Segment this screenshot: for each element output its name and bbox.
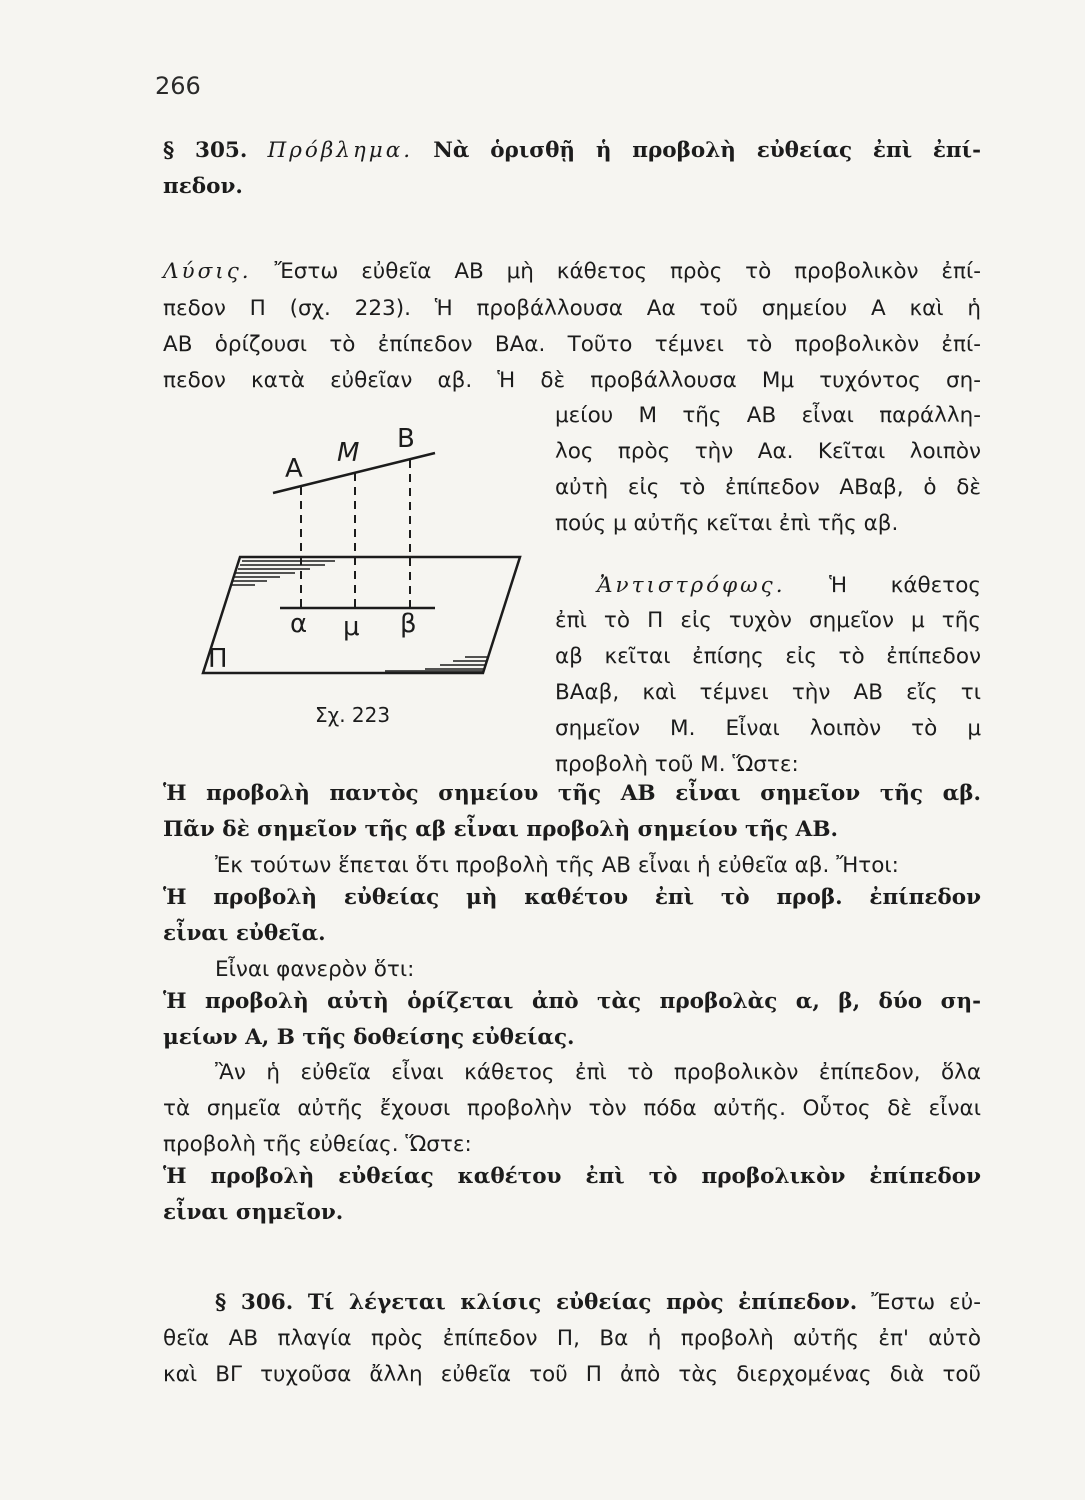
paragraph-3-line-2: τὰ σημεῖα αὐτῆς ἔχουσι προβολὴν τὸν πόδα αὐτῆς. Οὗτος δὲ εἶναι [163,1096,981,1121]
converse-line-3: αβ κεῖται ἐπίσης εἰς τὸ ἐπίπεδον [555,644,981,669]
converse-line-6: προβολὴ τοῦ Μ. Ὥστε: [555,752,799,777]
theorem-4-line-2: εἶναι σημεῖον. [163,1200,344,1225]
section-306-heading: § 306. Τί λέγεται κλίσις εὐθείας πρὸς ἐπίπεδον. [215,1290,858,1315]
paragraph-3-line-3: προβολὴ τῆς εὐθείας. Ὥστε: [163,1132,472,1157]
projection-diagram [185,425,545,740]
section-306-line-3: καὶ ΒΓ τυχοῦσα ἄλλη εὐθεῖα τοῦ Π ἀπὸ τὰς διερχομένας διὰ τοῦ [163,1362,981,1387]
solution-line-8: πούς μ αὐτῆς κεῖται ἐπὶ τῆς αβ. [555,511,899,536]
solution-line-5: μείου Μ τῆς ΑΒ εἶναι παράλλη- [555,403,981,428]
converse-line-1 [597,571,981,601]
figure-223 [185,425,545,740]
theorem-3-line-2: μείων Α, Β τῆς δοθείσης εὐθείας. [163,1025,575,1050]
problem-title: Νὰ ὁρισθῇ ἡ προβολὴ εὐθείας ἐπὶ ἐπί- [433,138,981,163]
solution-line-7: αὐτὴ εἰς τὸ ἐπίπεδον ΑΒαβ, ὁ δὲ [555,475,981,500]
solution-line-4: πεδον κατὰ εὐθεῖαν αβ. Ἡ δὲ προβάλλουσα Μμ τυχόντος ση- [163,368,981,393]
section-306-line-2: θεῖα ΑΒ πλαγία πρὸς ἐπίπεδον Π, Βα ἡ προβολὴ αὐτῆς ἐπ' αὐτὸ [163,1326,981,1351]
solution-line-3: ΑΒ ὁρίζουσι τὸ ἐπίπεδον ΒΑα. Τοῦτο τέμνει τὸ προβολικὸν ἐπί- [163,332,981,357]
converse-label: Ἀντιστρόφως. [597,573,786,598]
page-number: 266 [155,72,201,100]
theorem-1-line-2: Πᾶν δὲ σημεῖον τῆς αβ εἶναι προβολὴ σημείου τῆς ΑΒ. [163,817,839,842]
converse-text: Ἡ κάθετος [829,573,981,598]
label-M: Μ [337,438,360,468]
converse-line-4: ΒΑαβ, καὶ τέμνει τὴν ΑΒ εἴς τι [555,680,981,705]
section-306-text: Ἔστω εὐ- [871,1290,981,1315]
label-B: Β [397,425,415,454]
label-beta: β [400,609,417,639]
paragraph-2: Εἶναι φανερὸν ὅτι: [215,957,415,982]
paragraph-1: Ἐκ τούτων ἕπεται ὅτι προβολὴ τῆς ΑΒ εἶναι ἡ εὐθεῖα αβ. Ἤτοι: [215,853,899,878]
converse-line-5: σημεῖον Μ. Εἶναι λοιπὸν τὸ μ [555,716,981,741]
figure-caption: Σχ. 223 [315,703,391,727]
solution-line-1 [163,257,981,287]
section-305-heading [163,136,981,166]
label-mu: μ [343,612,360,642]
paragraph-3-line-1: Ἂν ἡ εὐθεῖα εἶναι κάθετος ἐπὶ τὸ προβολικὸν ἐπίπεδον, ὅλα [215,1060,981,1085]
converse-line-2: ἐπὶ τὸ Π εἰς τυχὸν σημεῖον μ τῆς [555,608,981,633]
theorem-1-line-1: Ἡ προβολὴ παντὸς σημείου τῆς ΑΒ εἶναι σημεῖον τῆς αβ. [163,781,981,806]
section-number: § 305. [163,138,248,163]
theorem-2-line-2: εἶναι εὐθεῖα. [163,921,326,946]
solution-label: Λύσις. [163,259,252,284]
solution-text: Ἔστω εὐθεῖα ΑΒ μὴ κάθετος πρὸς τὸ προβολικὸν ἐπί- [274,259,981,284]
theorem-3-line-1: Ἡ προβολὴ αὐτὴ ὁρίζεται ἀπὸ τὰς προβολὰς α, β, δύο ση- [163,989,981,1014]
label-alpha: α [290,609,308,639]
problem-label: Πρόβλημα. [267,138,414,163]
problem-title-cont: πεδον. [163,174,243,199]
theorem-4-line-1: Ἡ προβολὴ εὐθείας καθέτου ἐπὶ τὸ προβολικὸν ἐπίπεδον [163,1164,981,1189]
label-A: Α [285,454,303,484]
solution-line-2: πεδον Π (σχ. 223). Ἡ προβάλλουσα Αα τοῦ σημείου Α καὶ ἡ [163,296,981,321]
section-306-line-1 [215,1288,981,1318]
theorem-2-line-1: Ἡ προβολὴ εὐθείας μὴ καθέτου ἐπὶ τὸ προβ. ἐπίπεδον [163,885,981,910]
solution-line-6: λος πρὸς τὴν Αα. Κεῖται λοιπὸν [555,439,981,464]
label-pi: Π [208,644,228,674]
plane-outline [203,557,520,673]
